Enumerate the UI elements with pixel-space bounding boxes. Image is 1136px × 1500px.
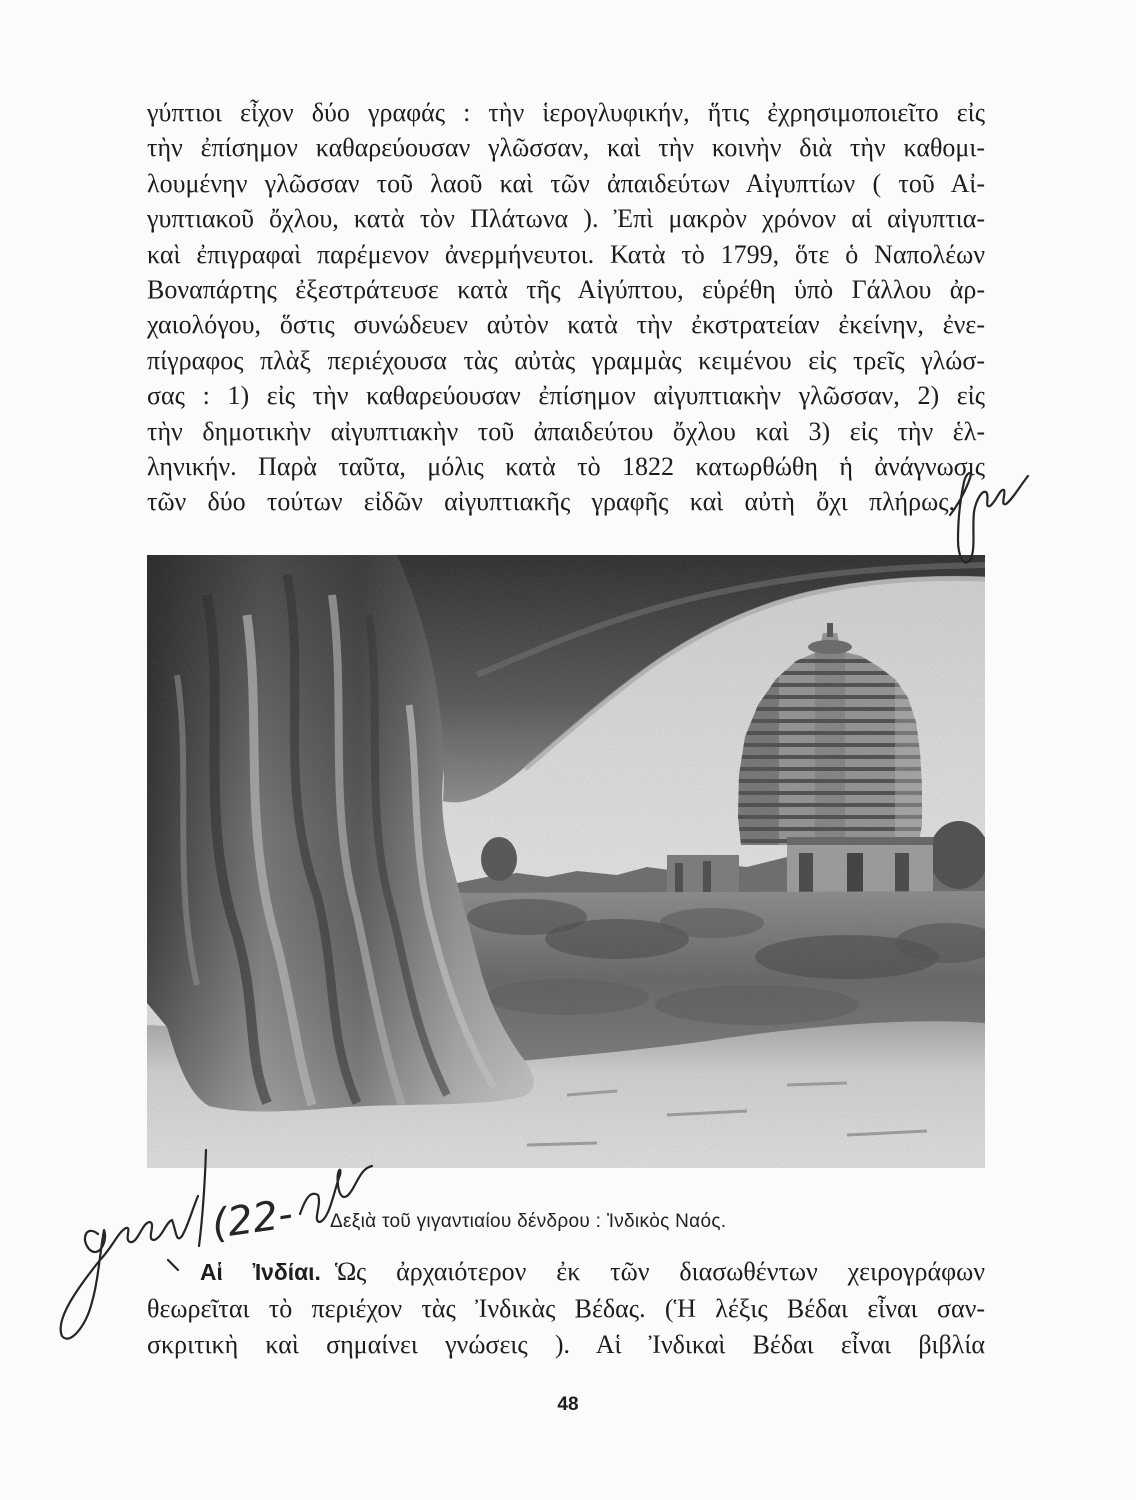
body-line-5: καὶ ἐπιγραφαὶ παρέμενον ἀνερμήνευτοι. Κατὰ τὸ 1799, ὅτε ὁ Ναπολέων xyxy=(147,239,985,269)
body-line-11: ληνικήν. Παρὰ ταῦτα, μόλις κατὰ τὸ 1822 κατωρθώθη ἡ ἀνάγνωσις xyxy=(147,451,985,481)
figure-photo xyxy=(147,555,985,1168)
body-line-3: λουμένην γλῶσσαν τοῦ λαοῦ καὶ τῶν ἀπαιδεύτων Αἰγυπτίων ( τοῦ Αἰ- xyxy=(147,168,985,198)
body-line-2: τὴν ἐπίσημον καθαρεύουσαν γλῶσσαν, καὶ τὴν κοινὴν διὰ τὴν καθομι- xyxy=(147,133,985,163)
photo-temple-and-tree xyxy=(147,555,985,1168)
photo-grain xyxy=(147,555,985,1168)
body-line-1: γύπτιοι εἶχον δύο γραφάς : τὴν ἱερογλυφικήν, ἥτις ἐχρησιμοποιεῖτο εἰς xyxy=(147,98,985,127)
body-line-9: σας : 1) εἰς τὴν καθαρεύουσαν ἐπίσημον αἰγυπτιακὴν γλῶσσαν, 2) εἰς xyxy=(147,381,985,411)
section-heading: Αἱ Ἰνδίαι. xyxy=(200,1259,321,1285)
body-line-10: τὴν δημοτικὴν αἰγυπτιακὴν τοῦ ἀπαιδεύτου ὄχλου καὶ 3) εἰς τὴν ἑλ- xyxy=(147,416,985,446)
body-line-4: γυπτιακοῦ ὄχλου, κατὰ τὸν Πλάτωνα ). Ἐπὶ μακρὸν χρόνον αἱ αἰγυπτια- xyxy=(147,204,985,234)
section-line-1 xyxy=(200,1254,985,1291)
figure-caption: Δεξιὰ τοῦ γιγαντιαίου δένδρου : Ἰνδικὸς Ναός. xyxy=(330,1211,727,1232)
page-number: 48 xyxy=(557,1394,579,1415)
body-line-6: Βοναπάρτης ἐξεστράτευσε κατὰ τῆς Αἰγύπτου, εὑρέθη ὑπὸ Γάλλου ἀρ- xyxy=(147,274,985,304)
handwritten-note: (22- xyxy=(208,1191,296,1248)
body-paragraph xyxy=(147,95,985,520)
body-line-12: τῶν δύο τούτων εἰδῶν αἰγυπτιακῆς γραφῆς καὶ αὐτὴ ὄχι πλήρως. xyxy=(147,487,955,517)
body-line-7: χαιολόγου, ὅστις συνώδευεν αὐτὸν κατὰ τὴν ἐκστρατείαν ἐκείνην, ἐνε- xyxy=(147,310,985,340)
section-line-2: θεωρεῖται τὸ περιέχον τὰς Ἰνδικὰς Βέδας. (Ἡ λέξις Βέδαι εἶναι σαν- xyxy=(147,1293,985,1323)
body-line-8: πίγραφος πλὰξ περιέχουσα τὰς αὐτὰς γραμμὰς κειμένου εἰς τρεῖς γλώσ- xyxy=(147,345,985,375)
section-line-3: σκριτικὴ καὶ σημαίνει γνώσεις ). Αἱ Ἰνδικαὶ Βέδαι εἶναι βιβλία xyxy=(147,1330,985,1359)
section-line-1-text: Ὡς ἀρχαιότερον ἐκ τῶν διασωθέντων χειρογράφων xyxy=(334,1257,986,1286)
section-paragraph xyxy=(147,1254,985,1364)
